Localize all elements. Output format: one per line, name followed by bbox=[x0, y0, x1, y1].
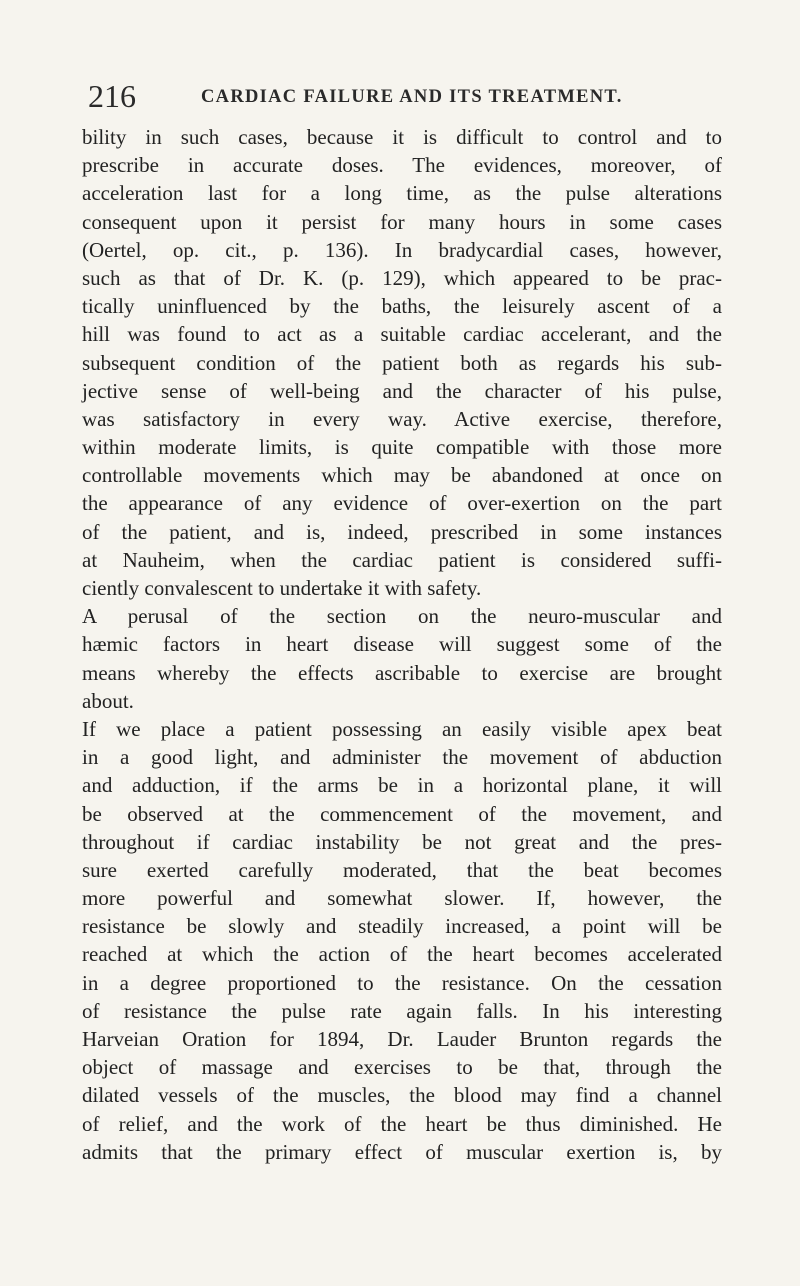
text-line: sure exerted carefully moderated, that the beat becomes bbox=[82, 857, 722, 882]
text-line: jective sense of well-being and the character of his pulse, bbox=[82, 378, 722, 403]
running-head: CARDIAC FAILURE AND ITS TREATMENT. bbox=[201, 87, 623, 107]
text-line: prescribe in accurate doses. The evidences, moreover, of bbox=[82, 153, 722, 178]
text-line: hill was found to act as a suitable cardiac accelerant, and the bbox=[82, 322, 722, 347]
text-line: dilated vessels of the muscles, the blood may find a channel bbox=[82, 1083, 722, 1108]
text-line: object of massage and exercises to be that, through the bbox=[82, 1055, 722, 1080]
text-line: in a degree proportioned to the resistance. On the cessation bbox=[82, 970, 722, 995]
text-line: means whereby the effects ascribable to exercise are brought bbox=[82, 660, 722, 685]
text-line: of relief, and the work of the heart be thus diminished. He bbox=[82, 1111, 722, 1136]
text-line: about. bbox=[82, 688, 134, 713]
text-line: A perusal of the section on the neuro-muscular and bbox=[82, 604, 722, 629]
text-line: hæmic factors in heart disease will suggest some of the bbox=[82, 632, 722, 657]
text-line: the appearance of any evidence of over-exertion on the part bbox=[82, 491, 722, 516]
text-line: resistance be slowly and steadily increased, a point will be bbox=[82, 914, 722, 939]
text-line: of resistance the pulse rate again falls. In his interesting bbox=[82, 998, 722, 1023]
text-line: at Nauheim, when the cardiac patient is considered suffi- bbox=[82, 547, 722, 572]
text-line: ciently convalescent to undertake it with safety. bbox=[82, 576, 482, 600]
text-line: subsequent condition of the patient both as regards his sub- bbox=[82, 350, 722, 375]
text-line: admits that the primary effect of muscular exertion is, by bbox=[82, 1139, 722, 1164]
text-line: reached at which the action of the heart becomes accelerated bbox=[82, 942, 722, 967]
text-line: be observed at the commencement of the movement, and bbox=[82, 801, 722, 826]
text-line: more powerful and somewhat slower. If, however, the bbox=[82, 886, 722, 911]
text-line: (Oertel, op. cit., p. 136). In bradycardial cases, however, bbox=[82, 237, 722, 262]
text-line: within moderate limits, is quite compatible with those more bbox=[82, 435, 722, 460]
text-line: consequent upon it persist for many hours in some cases bbox=[82, 209, 722, 234]
text-line: Harveian Oration for 1894, Dr. Lauder Brunton regards the bbox=[82, 1027, 722, 1051]
text-line: tically uninfluenced by the baths, the leisurely ascent of a bbox=[82, 294, 722, 319]
page-header bbox=[0, 78, 800, 118]
page-number: 216 bbox=[88, 78, 136, 114]
text-line: If we place a patient possessing an easily visible apex beat bbox=[82, 716, 722, 741]
text-line: bility in such cases, because it is difficult to control and to bbox=[82, 125, 722, 149]
text-line: such as that of Dr. K. (p. 129), which appeared to be prac- bbox=[82, 265, 722, 290]
text-line: throughout if cardiac instability be not great and the pres- bbox=[82, 829, 722, 854]
text-line: controllable movements which may be abandoned at once on bbox=[82, 463, 722, 488]
text-line: was satisfactory in every way. Active exercise, therefore, bbox=[82, 406, 722, 431]
text-line: in a good light, and administer the movement of abduction bbox=[82, 745, 722, 770]
text-line: of the patient, and is, indeed, prescribed in some instances bbox=[82, 519, 722, 544]
body-text bbox=[82, 123, 722, 1166]
text-line: acceleration last for a long time, as the pulse alterations bbox=[82, 181, 722, 206]
text-line: and adduction, if the arms be in a horizontal plane, it will bbox=[82, 773, 722, 798]
